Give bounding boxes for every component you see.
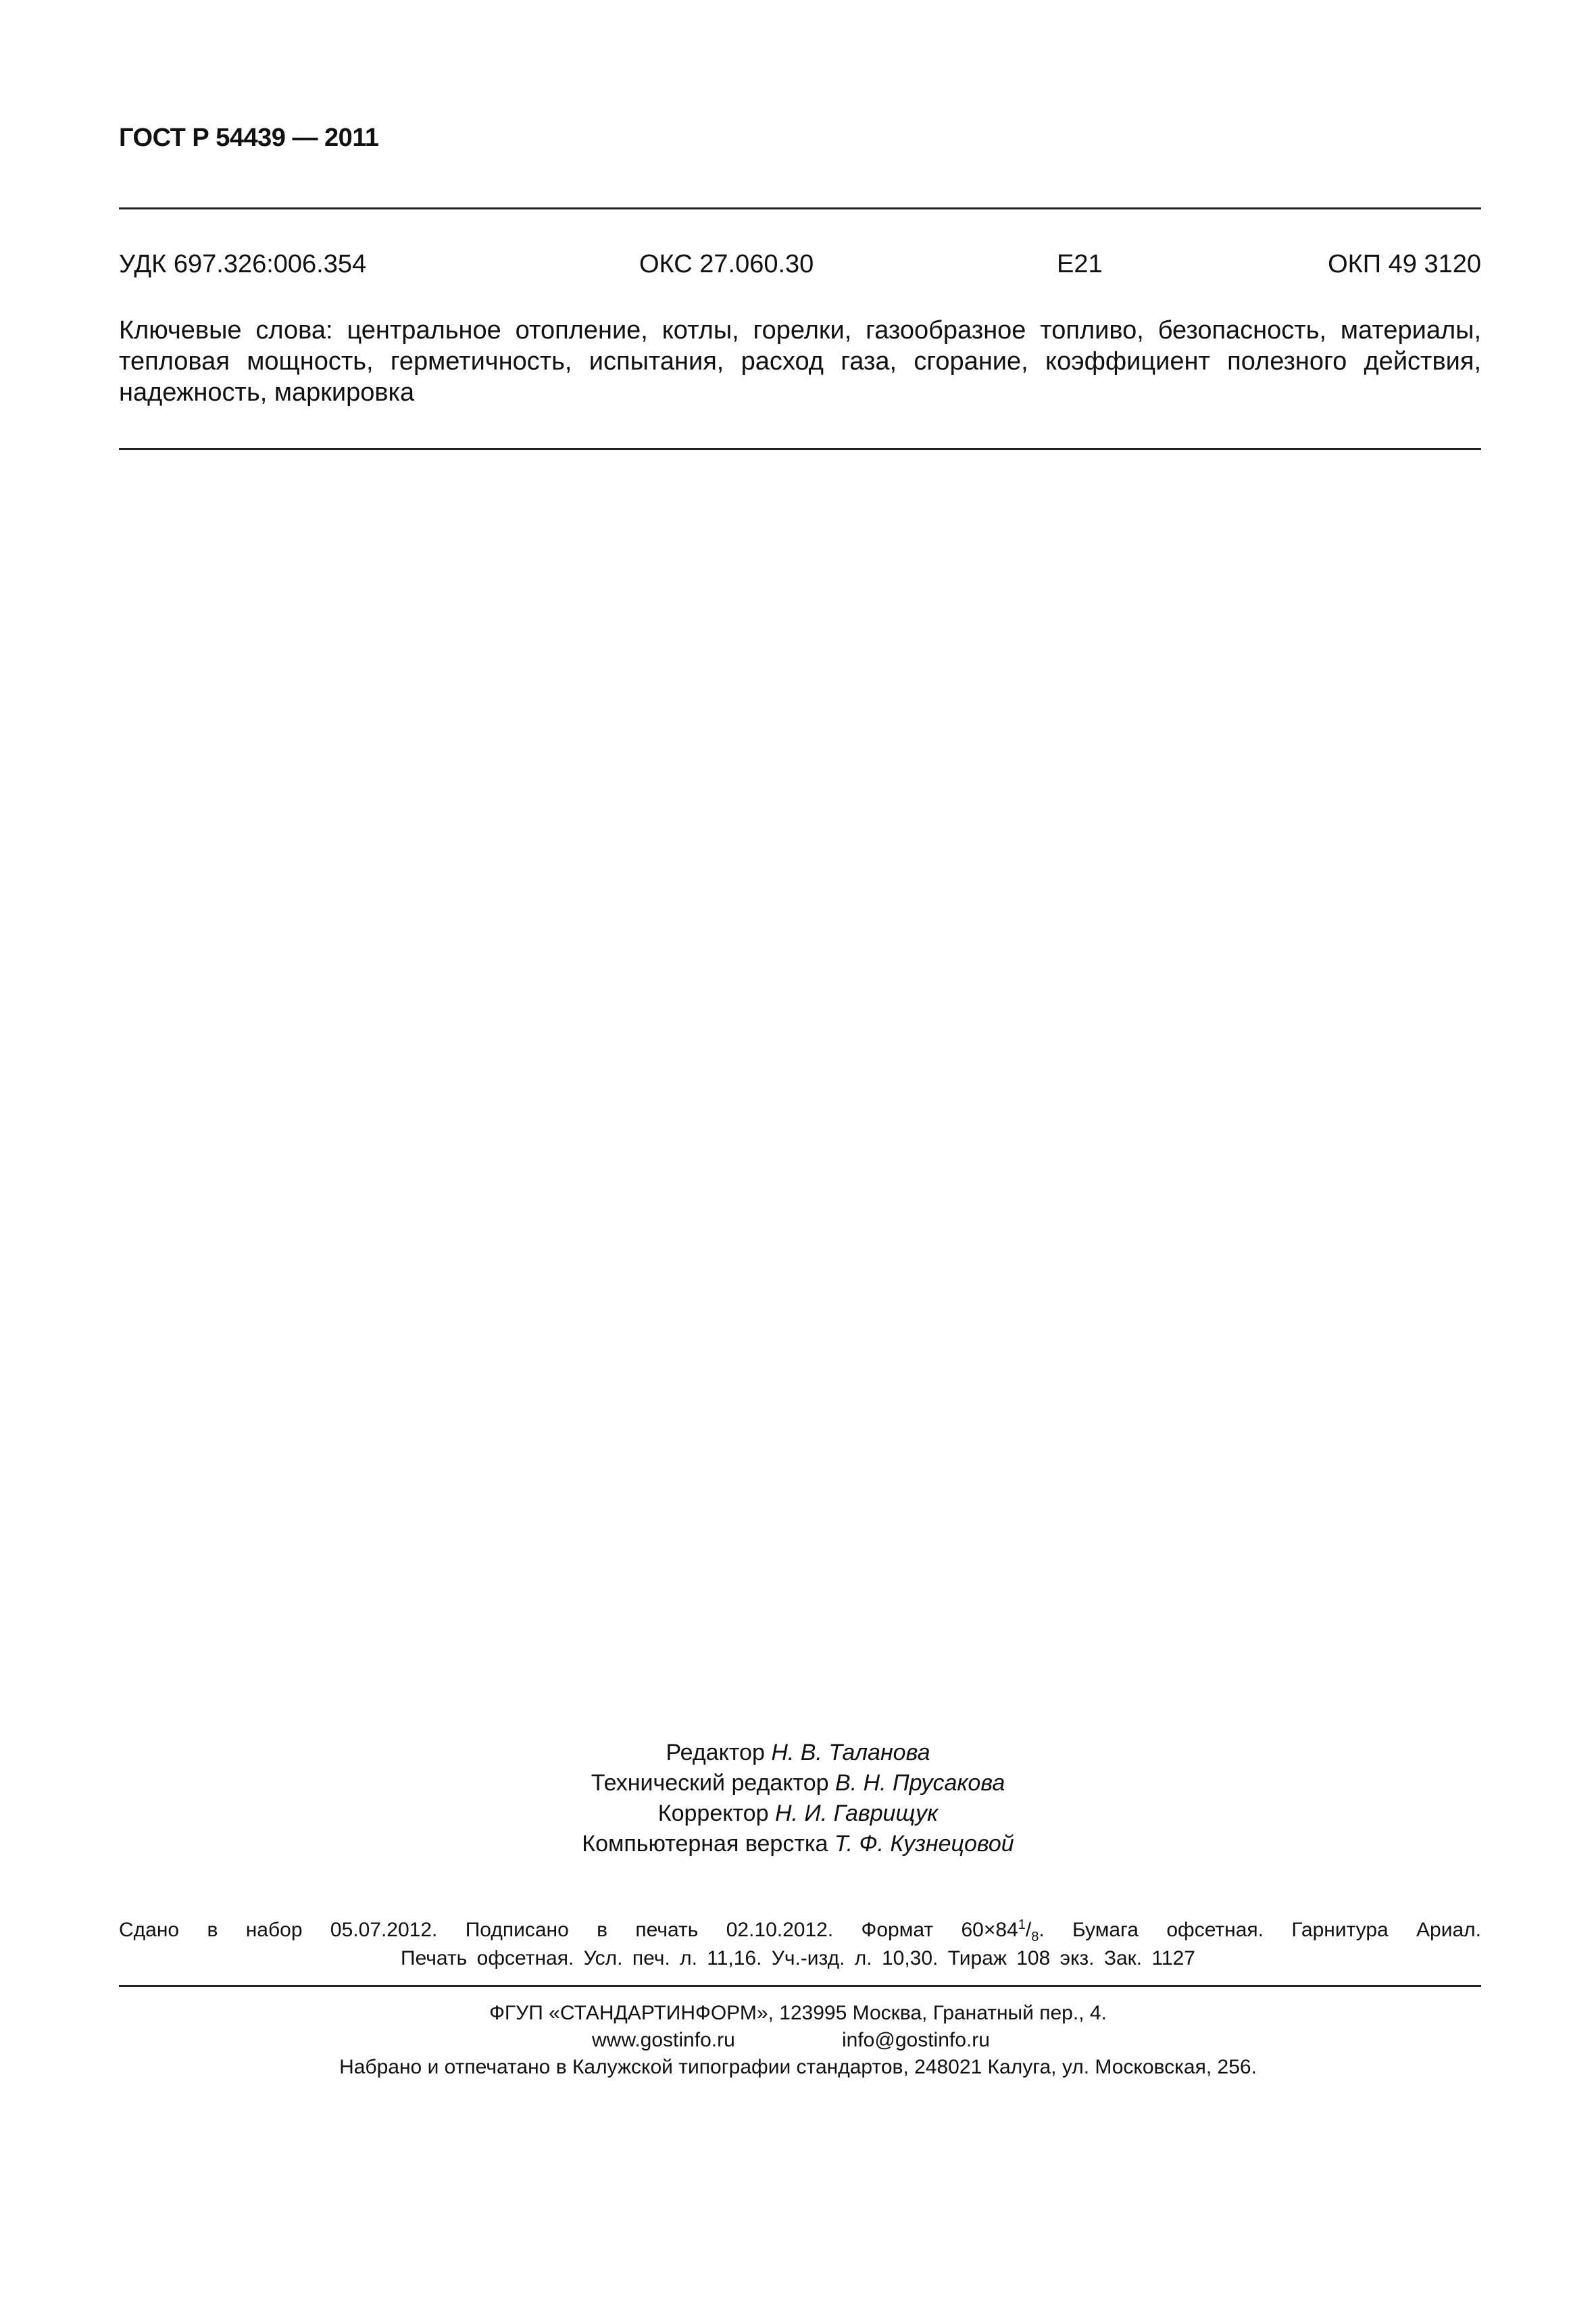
- credit-role: Корректор: [657, 1801, 769, 1826]
- credit-name: Н. И. Гаврищук: [774, 1801, 939, 1826]
- imprint-submitted: Сдано в набор 05.07.2012.: [119, 1919, 438, 1941]
- divider-imprint: [119, 1985, 1481, 1987]
- credit-role: Редактор: [666, 1740, 765, 1765]
- document-code: ГОСТ Р 54439 — 2011: [119, 124, 379, 152]
- publisher-address: ФГУП «СТАНДАРТИНФОРМ», 123995 Москва, Гранатный пер., 4.: [489, 2002, 1107, 2024]
- credit-role: Компьютерная верстка: [582, 1831, 828, 1857]
- imprint-typeface: Гарнитура Ариал.: [1291, 1919, 1482, 1941]
- credit-role: Технический редактор: [591, 1770, 829, 1796]
- imprint-line-1: [119, 1917, 1481, 1945]
- publisher-website: www.gostinfo.ru: [592, 2029, 735, 2051]
- keywords: Ключевые слова: центральное отопление, котлы, горелки, газообразное топливо, безопасность, материалы, тепловая мощность, герметичность, испытания, расход газа, сгорание, коэффициент полезного действия, надежность, маркировка: [119, 316, 1481, 407]
- imprint-signed: Подписано в печать 02.10.2012.: [465, 1919, 834, 1941]
- imprint-paper: Бумага офсетная.: [1072, 1919, 1264, 1941]
- divider-keywords: [119, 448, 1481, 450]
- credit-tech-editor: [0, 1768, 1596, 1799]
- okp-code: ОКП 49 3120: [1328, 250, 1481, 278]
- credit-name: В. Н. Прусакова: [835, 1770, 1005, 1796]
- imprint-format: Формат $60\times 84^1/_8$.: [861, 1917, 1045, 1944]
- udk-code: УДК 697.326:006.354: [119, 250, 367, 278]
- publisher-email: info@gostinfo.ru: [842, 2029, 990, 2051]
- credit-name: Т. Ф. Кузнецовой: [834, 1831, 1014, 1857]
- credit-layout: [0, 1829, 1596, 1859]
- classification-group: Е21: [1057, 250, 1103, 278]
- printer-info: Набрано и отпечатано в Калужской типографии стандартов, 248021 Калуга, ул. Московская, 256.: [339, 2056, 1257, 2078]
- credit-editor: [0, 1738, 1596, 1768]
- oks-code: ОКС 27.060.30: [639, 250, 814, 278]
- imprint-line-2: Печать офсетная. Усл. печ. л. 11,16. Уч.-изд. л. 10,30. Тираж 108 экз. Зак. 1127: [401, 1947, 1195, 1969]
- divider-top: [119, 207, 1481, 209]
- credit-name: Н. В. Таланова: [771, 1740, 930, 1765]
- credit-proofreader: [0, 1799, 1596, 1829]
